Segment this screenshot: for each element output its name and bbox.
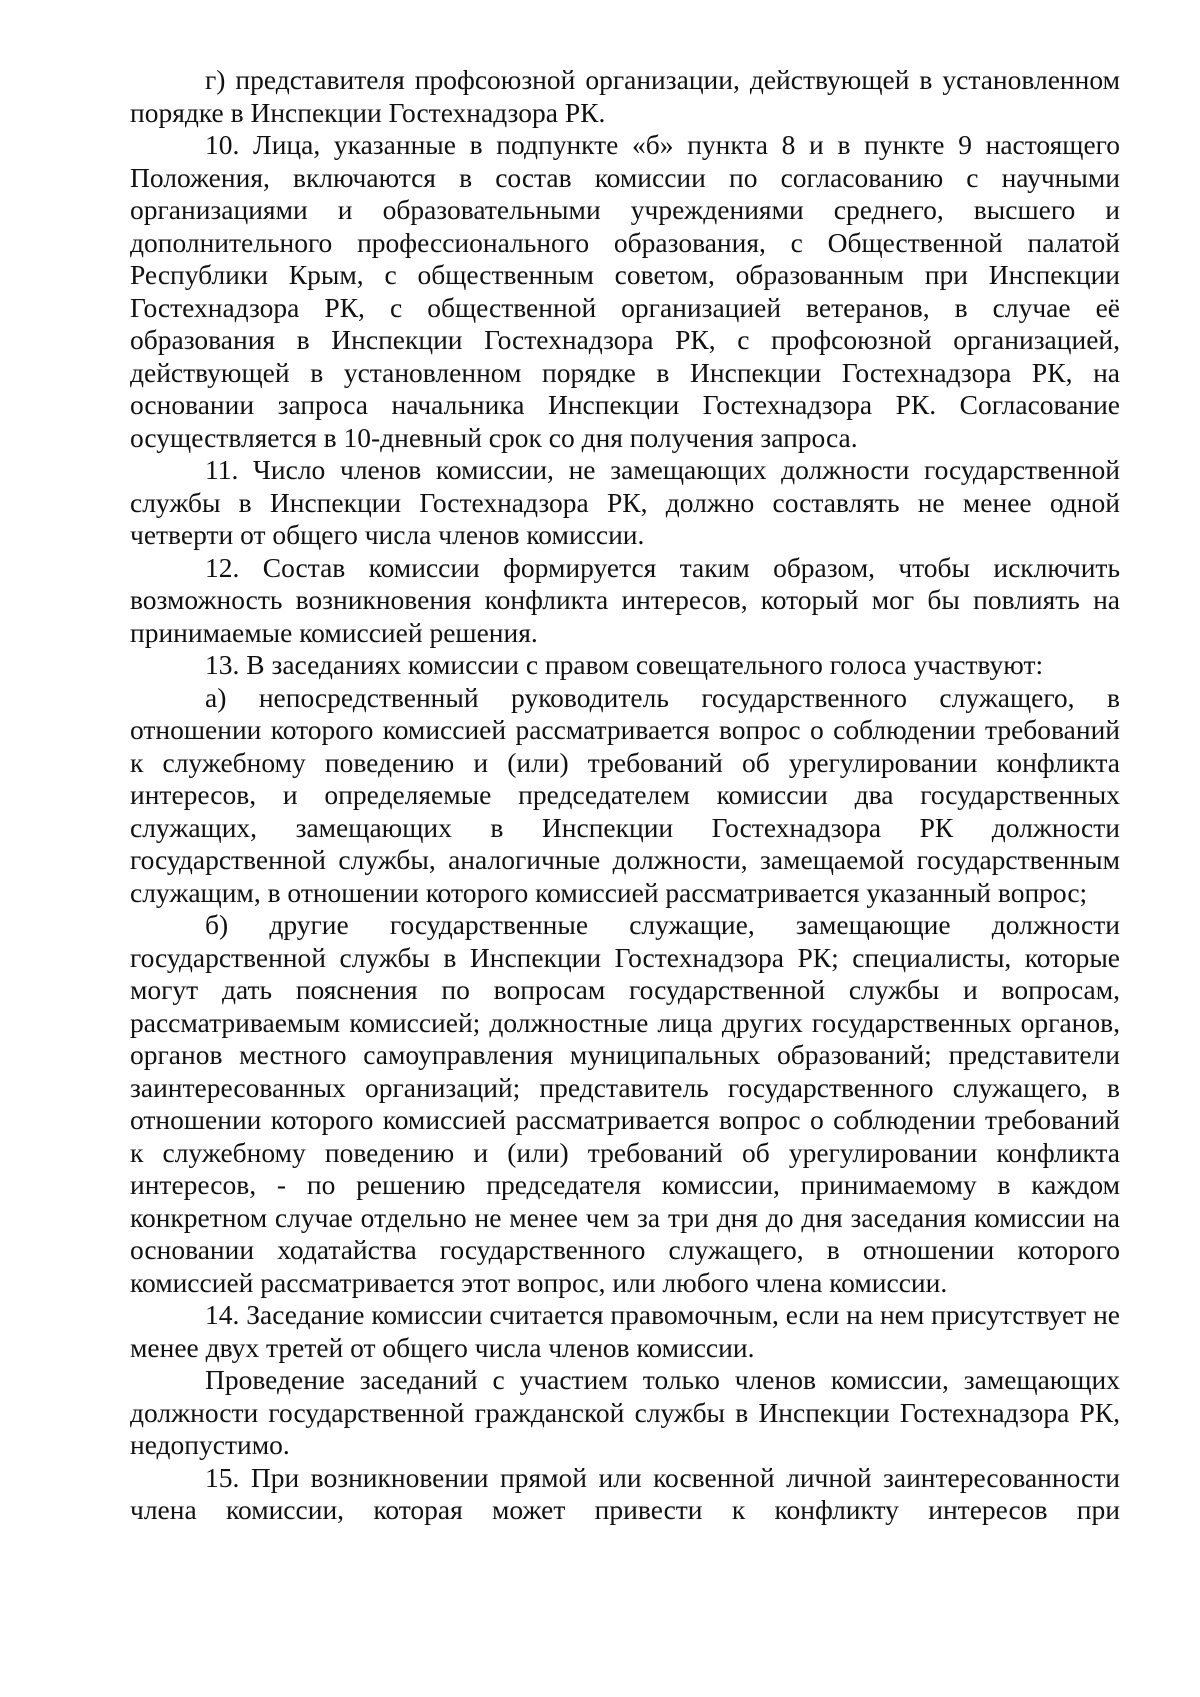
paragraph-item-14: 14. Заседание комиссии считается правомочным, если на нем присутствует не менее двух третей от общего числа членов комиссии. [130, 1299, 1120, 1363]
paragraph-item-13b: б) другие государственные служащие, замещающие должности государственной службы в Инспекции Гостехнадзора РК; специалисты, которые могут дать пояснения по вопросам государственной службы и вопросам, рассматриваемым комиссией; должностные лица других государственных органов, органов местного самоуправления муниципальных образований; представители заинтересованных организаций; представитель государственного служащего, в отношении которого комиссией рассматривается вопрос о соблюдении требований к служебному поведению и (или) требований об урегулировании конфликта интересов, - по решению председателя комиссии, принимаемому в каждом конкретном случае отдельно не менее чем за три дня до дня заседания комиссии на основании ходатайства государственного служащего, в отношении которого комиссией рассматривается этот вопрос, или любого члена комиссии. [130, 909, 1120, 1298]
paragraph-item-15: 15. При возникновении прямой или косвенной личной заинтересованности члена комиссии, которая может привести к конфликту интересов при [130, 1461, 1120, 1525]
paragraph-item-13: 13. В заседаниях комиссии с правом совещательного голоса участвуют: [205, 649, 1044, 680]
paragraph-item-13a: а) непосредственный руководитель государственного служащего, в отношении которого комиссией рассматривается вопрос о соблюдении требований к служебному поведению и (или) требований об урегулировании конфликта интересов, и определяемые председателем комиссии два государственных служащих, замещающих в Инспекции Гостехнадзора РК должности государственной службы, аналогичные должности, замещаемой государственным служащим, в отношении которого комиссией рассматривается указанный вопрос; [130, 681, 1120, 908]
paragraph-item-12: 12. Состав комиссии формируется таким образом, чтобы исключить возможность возникновения конфликта интересов, который мог бы повлиять на принимаемые комиссией решения. [130, 551, 1120, 648]
paragraph-item-g: г) представителя профсоюзной организации, действующей в установленном порядке в Инспекции Гостехнадзора РК. [130, 64, 1120, 128]
document-page [130, 64, 1120, 1527]
paragraph-item-14-continued: Проведение заседаний с участием только членов комиссии, замещающих должности государственной гражданской службы в Инспекции Гостехнадзора РК, недопустимо. [130, 1364, 1120, 1460]
paragraph-item-10: 10. Лица, указанные в подпункте «б» пункта 8 и в пункте 9 настоящего Положения, включаются в состав комиссии по согласованию с научными организациями и образовательными учреждениями среднего, высшего и дополнительного профессионального образования, с Общественной палатой Республики Крым, с общественным советом, образованным при Инспекции Гостехнадзора РК, с общественной организацией ветеранов, в случае её образования в Инспекции Гостехнадзора РК, с профсоюзной организацией, действующей в установленном порядке в Инспекции Гостехнадзора РК, на основании запроса начальника Инспекции Гостехнадзора РК. Согласование осуществляется в 10-дневный срок со дня получения запроса. [130, 129, 1120, 453]
paragraph-item-11: 11. Число членов комиссии, не замещающих должности государственной службы в Инспекции Гостехнадзора РК, должно составлять не менее одной четверти от общего числа членов комиссии. [130, 454, 1120, 550]
